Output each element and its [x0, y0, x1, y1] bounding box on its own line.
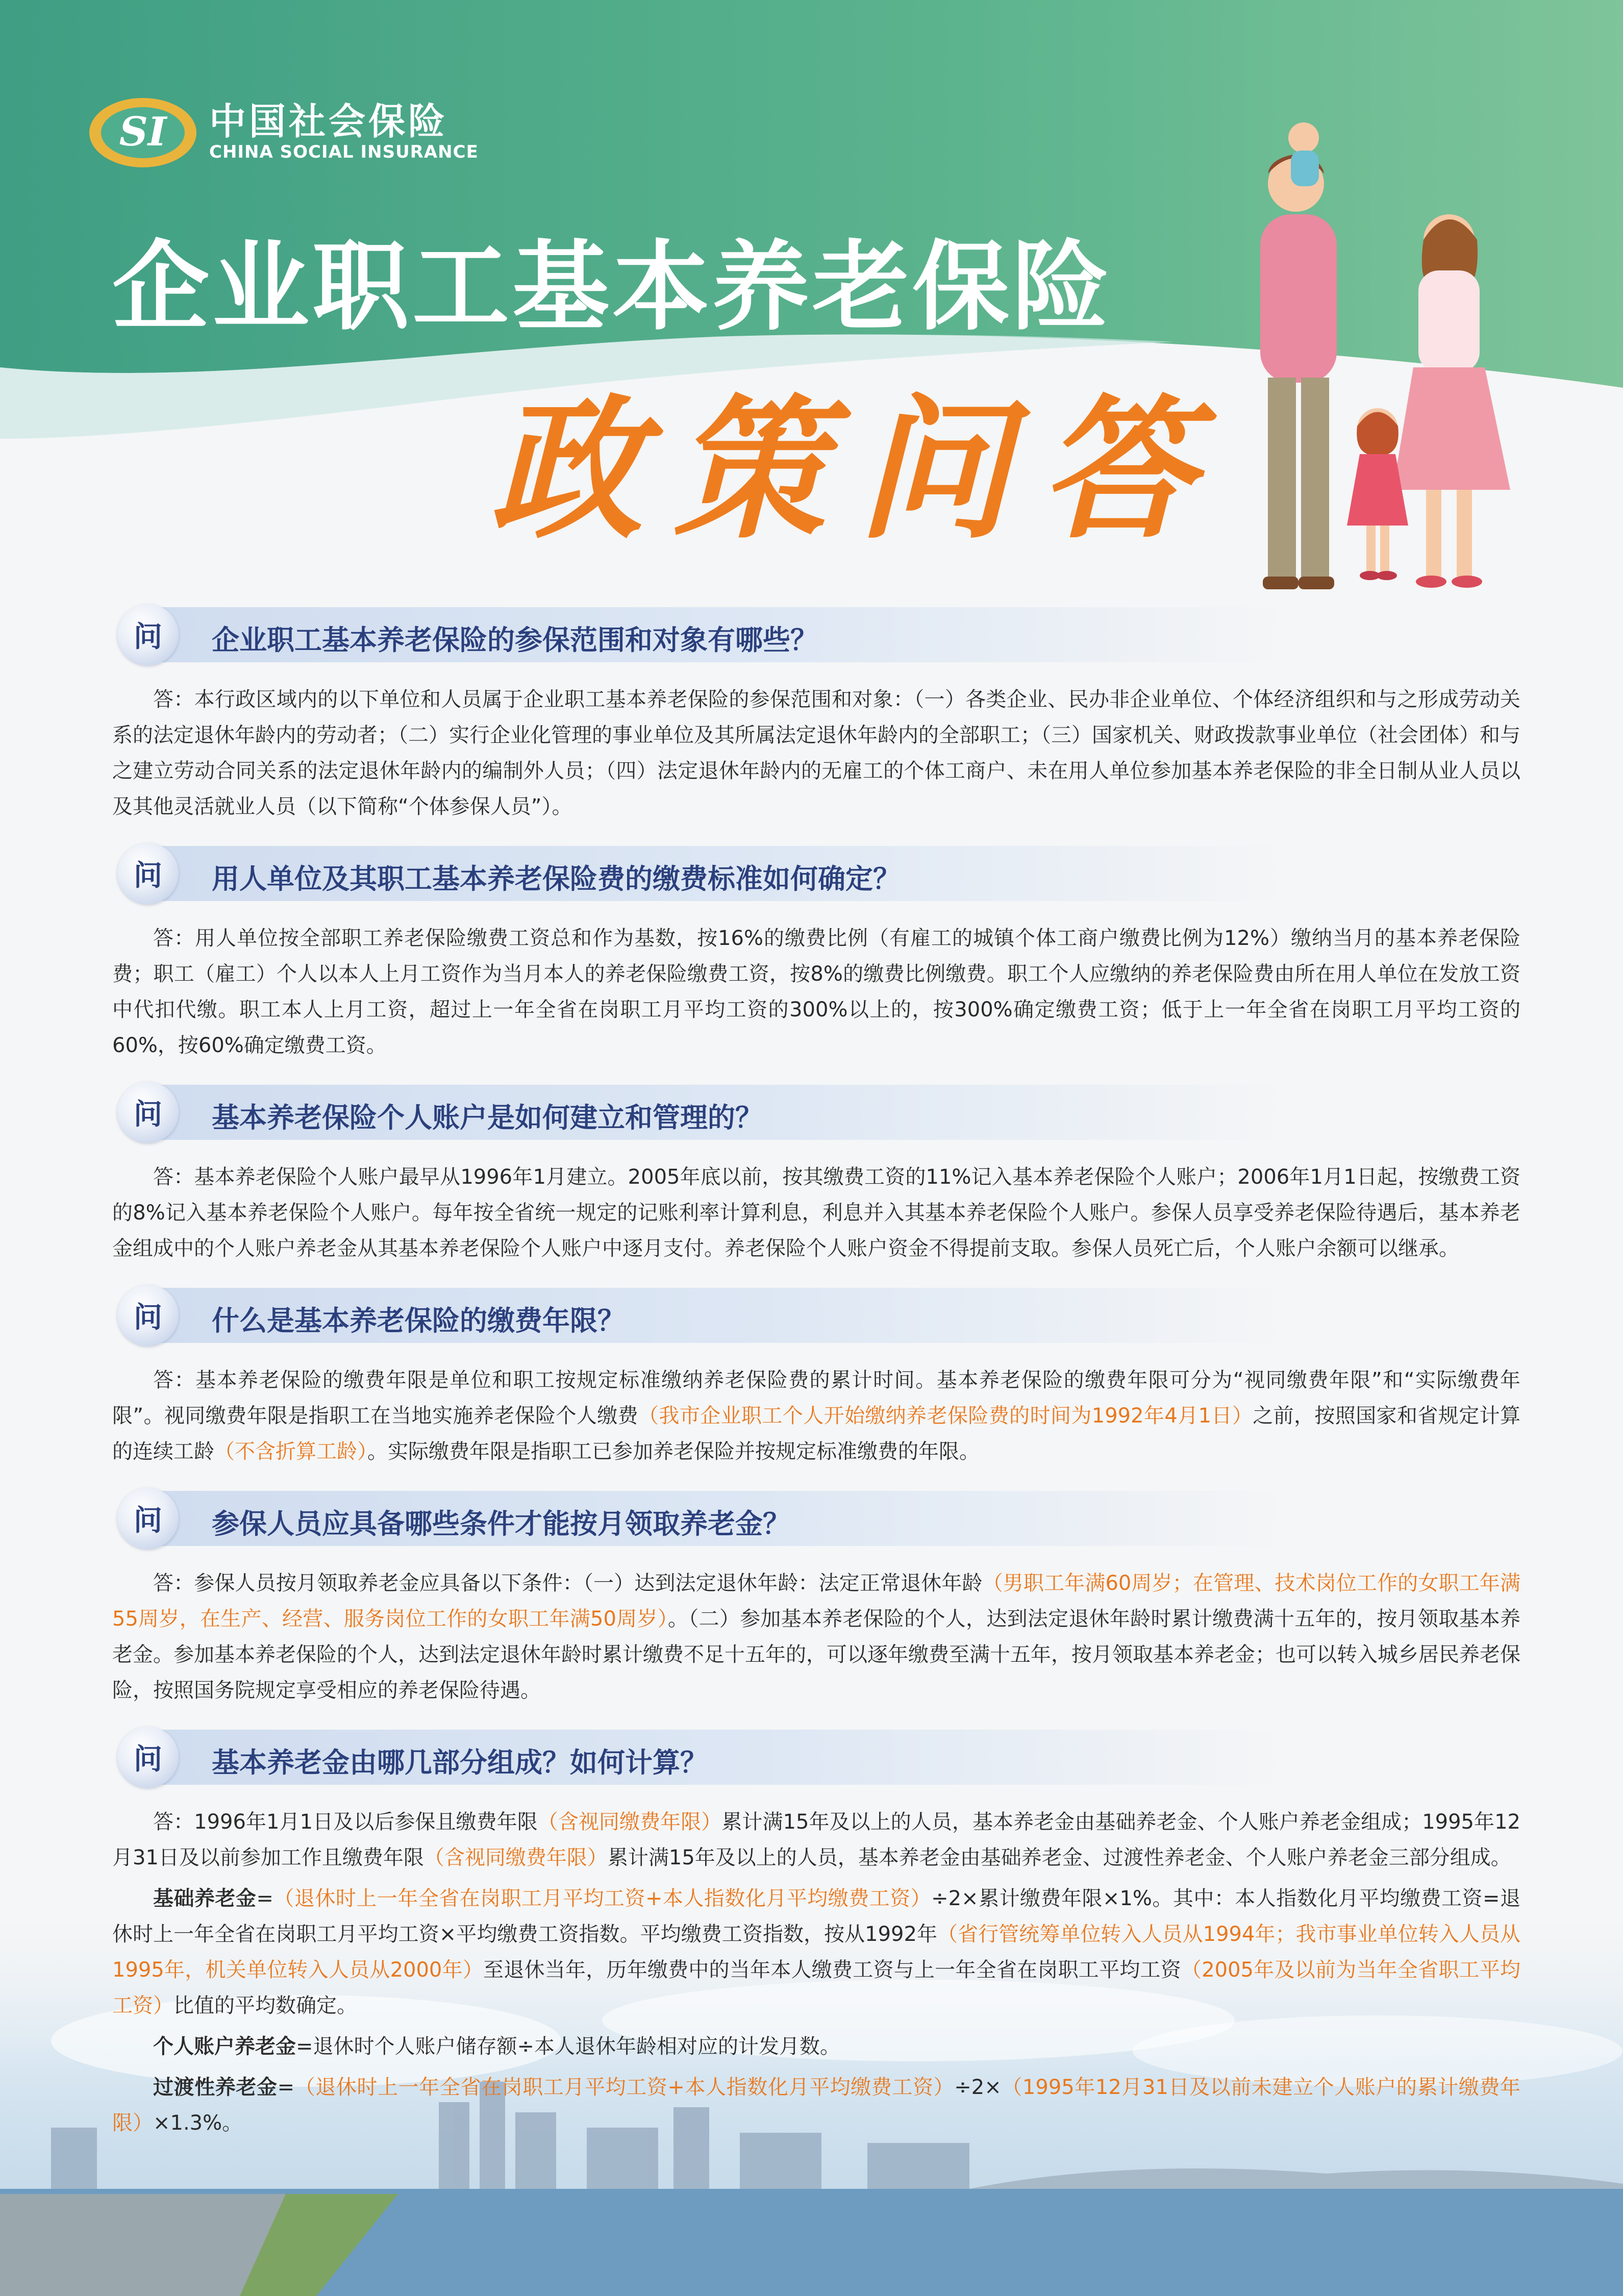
formula-segment: 比值的平均数确定。 — [173, 1994, 357, 2017]
answer-segment: 答：基本养老保险的缴费年限是单位和职工按规定标准缴纳养老保险费的累计时间。基本养老保险的缴费年限可分为“视同缴费年限”和“实际缴费年限”。视同缴费年限是指职工在当地实施养老保险个人缴费 — [112, 1368, 1520, 1428]
logo-mark: SI — [119, 109, 167, 155]
answer-text: 答：本行政区域内的以下单位和人员属于企业职工基本养老保险的参保范围和对象：（一）各类企业、民办非企业单位、个体经济组织和与之形成劳动关系的法定退休年龄内的劳动者；（二）实行企业化管理的事业单位及其所属法定退休年龄内的全部职工；（三）国家机关、财政拨款事业单位（社会团体）和与之建立劳动合同关系的法定退休年龄内的编制外人员；（四）法定退休年龄内的无雇工的个体工商户、未在用人单位参加基本养老保险的非全日制从业人员以及其他灵活就业人员（以下简称“个体参保人员”）。 — [112, 688, 1520, 818]
answer-segment: 答：1996年1月1日及以后参保且缴费年限 — [153, 1810, 538, 1834]
question-badge: 问 — [117, 604, 179, 665]
question-badge: 问 — [117, 843, 179, 904]
question-text: 什么是基本养老保险的缴费年限？ — [212, 1305, 625, 1337]
formula-segment: ×1.3%。 — [153, 2111, 243, 2135]
question-text: 企业职工基本养老保险的参保范围和对象有哪些？ — [212, 624, 818, 656]
logo — [87, 92, 479, 173]
question-bar — [117, 1730, 1296, 1785]
formula-highlight: （退休时上一年全省在岗职工月平均工资+本人指数化月平均缴费工资） — [294, 2076, 955, 2099]
formula-term: 个人账户养老金 — [153, 2035, 296, 2058]
question-text: 用人单位及其职工基本养老保险费的缴费标准如何确定？ — [212, 863, 901, 895]
family-illustration — [1214, 122, 1541, 607]
answer-text: 答：基本养老保险个人账户最早从1996年1月建立。2005年底以前，按其缴费工资的11%记入基本养老保险个人账户；2006年1月1日起，按缴费工资的8%记入基本养老保险个人账户。每年按全省统一规定的记账利率计算利息，利息并入其基本养老保险个人账户。参保人员享受养老保险待遇后，基本养老金组成中的个人账户养老金从其基本养老保险个人账户中逐月支付。养老保险个人账户资金不得提前支取。参保人员死亡后，个人账户余额可以继承。 — [112, 1165, 1520, 1260]
answer-segment: 累计满15年及以上的人员，基本养老金由基础养老金、过渡性养老金、个人账户养老金三部分组成。 — [607, 1846, 1511, 1869]
question-text: 基本养老金由哪几部分组成？如何计算？ — [212, 1746, 708, 1779]
formula-segment: =退休时个人账户储存额÷本人退休年龄相对应的计发月数。 — [296, 2035, 841, 2058]
answer-highlight: （含视同缴费年限） — [537, 1810, 722, 1834]
page-subtitle: 政策问答 — [490, 379, 1225, 559]
formula-segment: 至退休当年，历年缴费中的当年本人缴费工资与上一年全省在岗职工平均工资 — [483, 1958, 1181, 1982]
qa-item-2 — [112, 846, 1520, 1063]
answer-text — [112, 1362, 1520, 1469]
question-bar — [117, 1491, 1296, 1546]
answer-segment: 。（二）参加基本养老保险的个人，达到法定退休年龄时累计缴费满十五年的，按月领取基本养老金。参加基本养老保险的个人，达到法定退休年龄时累计缴费不足十五年的，可以逐年缴费至满十五年，按月领取基本养老金；也可以转入城乡居民养老保险，按照国务院规定享受相应的养老保险待遇。 — [112, 1607, 1521, 1702]
formula-term: 基础养老金 — [153, 1887, 257, 1910]
formula-highlight: （1995年12月31日及以前未建立个人账户的累计缴费年限） — [112, 2076, 1521, 2135]
qa-item-6 — [112, 1730, 1520, 2141]
question-badge: 问 — [117, 1082, 179, 1143]
question-bar — [117, 1288, 1296, 1343]
logo-text-en: CHINA SOCIAL INSURANCE — [209, 142, 479, 162]
answer-text — [112, 1565, 1520, 1708]
formula-basic-pension — [112, 1881, 1520, 2024]
formula-personal-account-pension — [112, 2029, 1520, 2064]
formula-transitional-pension — [112, 2069, 1520, 2141]
qa-item-4 — [112, 1288, 1520, 1469]
question-text: 参保人员应具备哪些条件才能按月领取养老金？ — [212, 1508, 790, 1540]
answer-segment: 。实际缴费年限是指职工已参加养老保险并按规定标准缴费的年限。 — [367, 1440, 980, 1463]
formula-highlight: （2005年及以前为当年全省职工平均工资） — [112, 1958, 1521, 2017]
page-title: 企业职工基本养老保险 — [112, 231, 1113, 343]
answer-highlight: （我市企业职工个人开始缴纳养老保险费的时间为1992年4月1日） — [638, 1404, 1253, 1428]
formula-highlight: （省行管统筹单位转入人员从1994年；我市事业单位转入人员从1995年，机关单位转入人员从2000年） — [112, 1923, 1520, 1982]
question-badge: 问 — [117, 1285, 179, 1346]
question-bar — [117, 1085, 1296, 1140]
question-badge: 问 — [117, 1727, 179, 1788]
question-badge: 问 — [117, 1488, 179, 1549]
question-bar — [117, 607, 1296, 662]
formula-segment: = — [277, 2076, 295, 2099]
answer-segment: 答：参保人员按月领取养老金应具备以下条件：（一）达到法定退休年龄：法定正常退休年龄 — [153, 1571, 983, 1595]
logo-text-cn: 中国社会保险 — [209, 100, 448, 143]
qa-item-3 — [112, 1085, 1520, 1266]
question-text: 基本养老保险个人账户是如何建立和管理的？ — [212, 1102, 763, 1134]
qa-item-1 — [112, 607, 1520, 825]
formula-segment: ÷2× — [954, 2076, 1002, 2099]
answer-text — [112, 1804, 1520, 1876]
qa-item-5 — [112, 1491, 1520, 1708]
formula-highlight: （退休时上一年全省在岗职工月平均工资+本人指数化月平均缴费工资） — [273, 1887, 932, 1910]
answer-highlight: （含视同缴费年限） — [423, 1846, 608, 1869]
answer-highlight: （男职工年满60周岁；在管理、技术岗位工作的女职工年满55周岁，在生产、经营、服务岗位工作的女职工年满50周岁） — [112, 1571, 1520, 1631]
formula-segment: = — [256, 1887, 273, 1910]
formula-segment: ÷2×累计缴费年限×1%。其中：本人指数化月平均缴费工资=退休时上一年全省在岗职工月平均工资×平均缴费工资指数。平均缴费工资指数，按从1992年 — [112, 1887, 1521, 1946]
answer-segment: 之前，按照国家和省规定计算的连续工龄 — [112, 1404, 1520, 1463]
qa-content — [112, 607, 1520, 2162]
china-social-insurance-logo-icon — [87, 94, 199, 171]
question-bar — [117, 846, 1296, 901]
formula-term: 过渡性养老金 — [153, 2076, 278, 2099]
answer-text: 答：用人单位按全部职工养老保险缴费工资总和作为基数，按16%的缴费比例（有雇工的城镇个体工商户缴费比例为12%）缴纳当月的基本养老保险费；职工（雇工）个人以本人上月工资作为当月本人的养老保险缴费工资，按8%的缴费比例缴费。职工个人应缴纳的养老保险费由所在用人单位在发放工资中代扣代缴。职工本人上月工资，超过上一年全省在岗职工月平均工资的300%以上的，按300%确定缴费工资；低于上一年全省在岗职工月平均工资的60%，按60%确定缴费工资。 — [112, 927, 1520, 1057]
answer-segment: 累计满15年及以上的人员，基本养老金由基础养老金、个人账户养老金组成；1995年12月31日及以前参加工作且缴费年限 — [112, 1810, 1521, 1869]
answer-highlight: （不含折算工龄） — [214, 1440, 367, 1463]
